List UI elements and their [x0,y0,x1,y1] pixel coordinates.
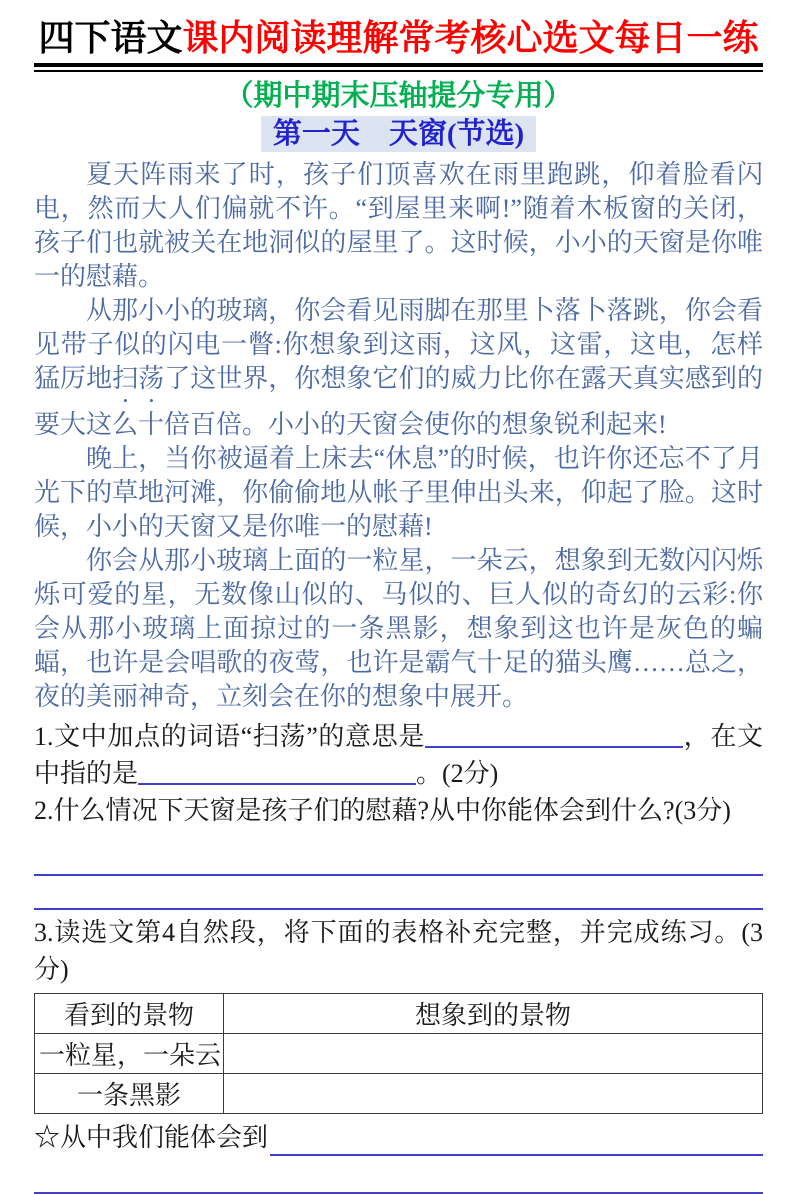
table-header-imagined: 想象到的景物 [224,994,763,1034]
page-title-grade: 四下语文 [38,18,183,58]
table-cell-seen-2: 一条黑影 [35,1074,224,1114]
question-3-star-text: ☆从中我们能体会到 [34,1123,269,1152]
question-3: 3.读选文第4自然段，将下面的表格补充完整，并完成练习。(3分) [34,918,763,984]
subtitle: （期中期末压轴提分专用） [224,80,573,112]
table-cell-seen-1: 一粒星，一朵云 [35,1034,224,1074]
table-header-row [35,994,763,1034]
table-row [35,1074,763,1114]
table-cell-imagined-2 [224,1074,763,1114]
question-1 [34,718,763,792]
passage-paragraph-2 [34,294,763,442]
passage-paragraph-4: 你会从那小玻璃上面的一粒星，一朵云，想象到无数闪闪烁烁可爱的星，无数像山似的、马似的、巨人似的奇幻的云彩:你会从那小玻璃上面掠过的一条黑影，想象到这也许是灰色的蝙蝠，也许是会唱歌的夜莺，也许是霸气十足的猫头鹰……总之，夜的美丽神奇，立刻会在你的想象中展开。 [34,546,763,711]
answer-blank-star [270,1124,763,1156]
table-row [35,1034,763,1074]
question-3-star [34,1120,763,1156]
answer-blank-q1b [138,759,416,785]
passage [34,158,763,714]
section-title: 第一天 天窗(节选) [261,116,536,152]
table-header-seen: 看到的景物 [35,994,224,1034]
table-cell-imagined-1 [224,1034,763,1074]
passage-paragraph-3: 晚上，当你被逼着上床去“休息”的时候，也许你还忘不了月光下的草地河滩，你偷偷地从帐子里伸出头来，仰起了脸。这时候，小小的天窗又是你唯一的慰藉! [34,444,763,541]
page-title [34,16,763,60]
question-2: 2.什么情况下天窗是孩子们的慰藉?从中你能体会到什么?(3分) [34,796,731,825]
passage-paragraph-1: 夏天阵雨来了时，孩子们顶喜欢在雨里跑跳，仰着脸看闪电，然而大人们偏就不许。“到屋里来啊!”随着木板窗的关闭，孩子们也就被关在地洞似的屋里了。这时候，小小的天窗是你唯一的慰藉。 [34,160,763,291]
question-1-text-b: ，在文中指的是 [34,722,763,788]
page-title-main: 课内阅读理解常考核心选文每日一练 [182,18,759,58]
question-1-text-c: 。(2分) [416,759,499,788]
section-title-row [34,116,763,152]
question-1-text-a: 1.文中加点的词语“扫荡”的意思是 [34,722,426,751]
answer-blank-q1a [425,722,683,748]
question-3-table [34,993,763,1114]
passage-paragraph-2-after: 了这世界，你想象它们的威力比你在露天真实感到的要大这么十倍百倍。小小的天窗会使你的想象锐利起来! [34,364,763,439]
answer-line-2 [34,876,763,910]
title-divider [34,63,763,72]
answer-line-1 [34,842,763,876]
answer-line-3 [34,1156,763,1194]
emphasized-word: 扫荡 [112,364,165,393]
passage-paragraph-2-before: 从那小小的玻璃，你会看见雨脚在那里卜落卜落跳，你会看见带子似的闪电一瞥:你想象到这雨，这风，这雷，这电，怎样猛厉地 [34,296,763,393]
